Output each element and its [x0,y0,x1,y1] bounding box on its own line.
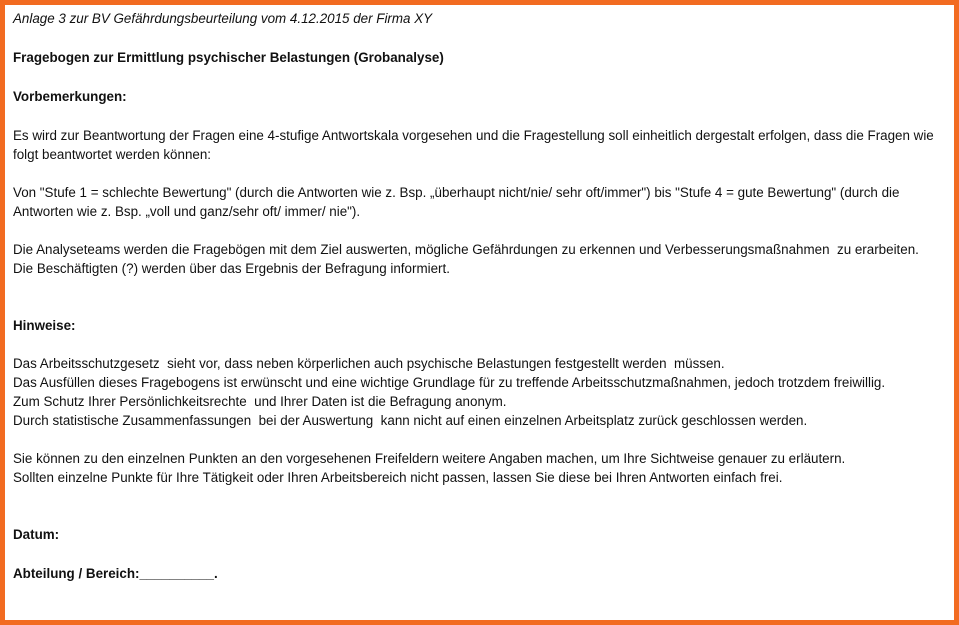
spacer [13,221,940,240]
spacer [13,28,940,48]
spacer [13,67,940,87]
additional-line-skip: Sollten einzelne Punkte für Ihre Tätigkeit oder Ihren Arbeitsbereich nicht passen, lassen Sie diese bei Ihren Antworten einfach frei. [13,470,783,485]
department-label: Abteilung / Bereich:__________. [13,566,218,581]
notes-line-voluntary: Das Ausfüllen dieses Fragebogens ist erwünscht und eine wichtige Grundlage für zu treffende Arbeitsschutzmaßnahmen, jedoch trotzdem freiwillig. [13,375,886,390]
preliminary-paragraph-analysis: Die Analyseteams werden die Fragebögen mit dem Ziel auswerten, mögliche Gefährdungen zu erkennen und Verbesserungsmaßnahmen zu erarbeiten. Die Beschäftigten (?) werden über das Ergebnis der Befragung informiert. [13,242,923,276]
notes-line-law: Das Arbeitsschutzgesetz sieht vor, dass neben körperlichen auch psychische Belastungen festgestellt werden müssen. [13,356,725,371]
spacer [13,164,940,183]
additional-line-comments: Sie können zu den einzelnen Punkten an den vorgesehenen Freifeldern weitere Angaben machen, um Ihre Sichtweise genauer zu erläutern. [13,451,846,466]
notes-line-statistics: Durch statistische Zusammenfassungen bei der Auswertung kann nicht auf einen einzelnen Arbeitsplatz zurück geschlossen werden. [13,413,808,428]
spacer [13,278,940,316]
preliminary-paragraph-levels: Von "Stufe 1 = schlechte Bewertung" (durch die Antworten wie z. Bsp. „überhaupt nicht/nie/ sehr oft/immer") bis "Stufe 4 = gute Bewertung" (durch die Antworten wie z. Bsp. „voll und ganz/sehr oft/ immer/ nie"). [13,185,903,219]
spacer [13,106,940,126]
document-header: Anlage 3 zur BV Gefährdungsbeurteilung vom 4.12.2015 der Firma XY [13,11,433,26]
document-title: Fragebogen zur Ermittlung psychischer Belastungen (Grobanalyse) [13,50,444,65]
preliminary-paragraph-scale: Es wird zur Beantwortung der Fragen eine 4-stufige Antwortskala vorgesehen und die Fragestellung soll einheitlich dergestalt erfolgen, dass die Fragen wie folgt beantwortet werden können: [13,128,938,162]
spacer [13,487,940,525]
preliminary-heading: Vorbemerkungen: [13,89,127,104]
notes-heading: Hinweise: [13,318,76,333]
spacer [13,544,940,564]
notes-line-anonymous: Zum Schutz Ihrer Persönlichkeitsrechte und Ihrer Daten ist die Befragung anonym. [13,394,507,409]
spacer [13,335,940,354]
document-content [13,9,940,583]
spacer [13,430,940,449]
date-label: Datum: [13,527,60,542]
